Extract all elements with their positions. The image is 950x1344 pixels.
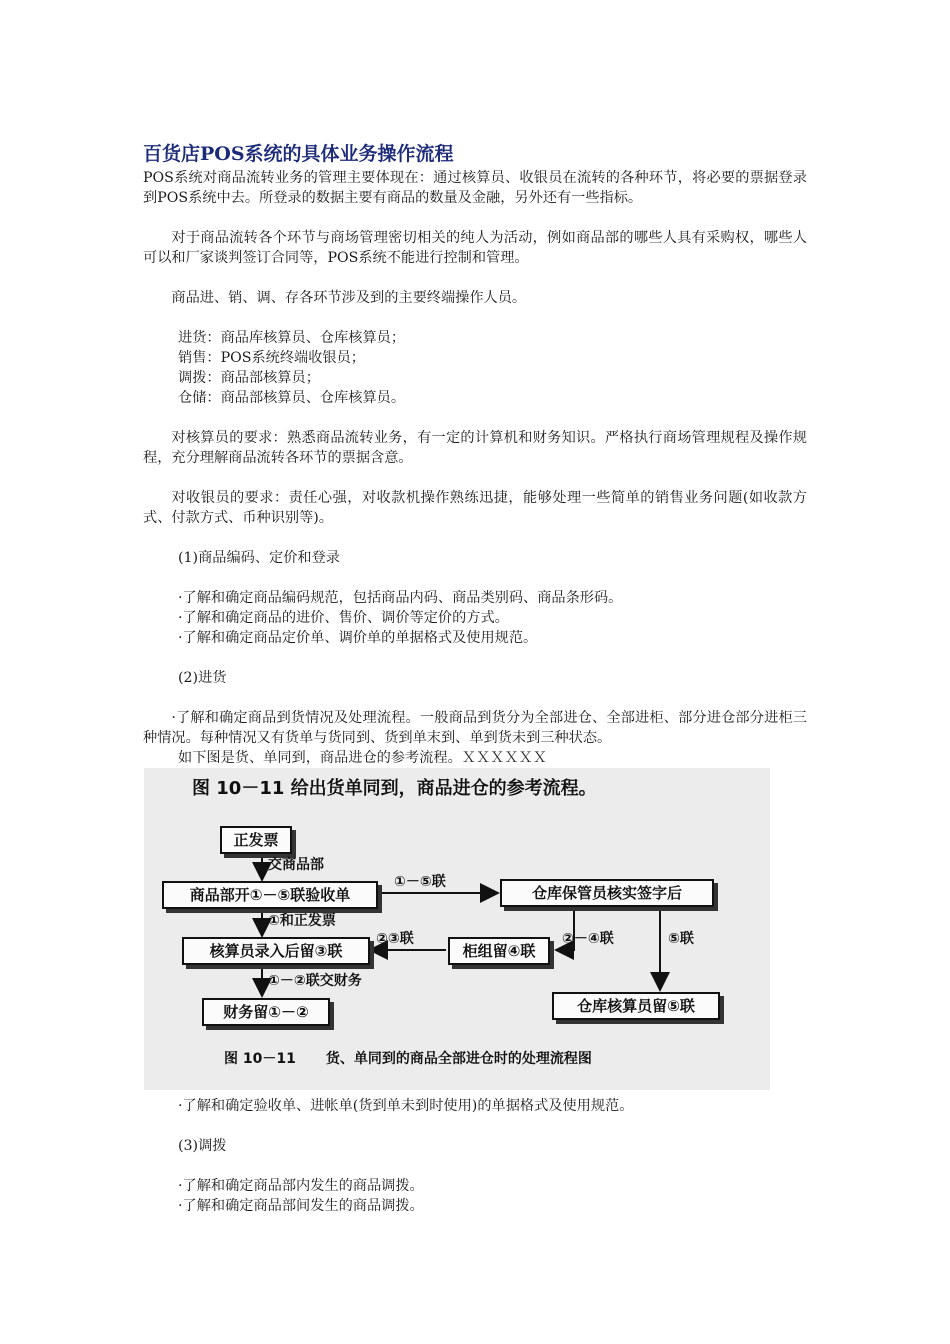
label-to-dept: 交商品部: [268, 857, 324, 873]
box-keeper: 仓库保管员核实签字后: [500, 879, 714, 907]
paragraph-3: 商品进、销、调、存各环节涉及到的主要终端操作人员。: [171, 290, 527, 306]
section-heading: (3)调拨: [178, 1138, 227, 1154]
box-dept-voucher: 商品部开①－⑤联验收单: [162, 881, 378, 909]
label-copies-1-2-finance: ①－②联交财务: [268, 973, 362, 989]
box-invoice: 正发票: [220, 826, 292, 854]
list-item: ·了解和确定商品部间发生的商品调拨。: [178, 1198, 424, 1214]
section-heading: (2)进货: [178, 670, 227, 686]
paragraph-2: 对于商品流转各个环节与商场管理密切相关的纯人为活动，例如商品部的哪些人具有采购权，哪些人可以和厂家谈判签订合同等，POS系统不能进行控制和管理。: [143, 230, 807, 266]
figure-caption: [224, 1048, 592, 1068]
section-heading: (1)商品编码、定价和登录: [178, 550, 340, 566]
label-copy-5: ⑤联: [668, 931, 694, 947]
role-item: 销售：POS系统终端收银员；: [178, 350, 365, 366]
figure-header: 图 10－11 给出货单同到，商品进仓的参考流程。: [192, 778, 597, 799]
box-accountant: 核算员录入后留③联: [182, 937, 370, 965]
label-copies-1-5: ①－⑤联: [394, 874, 446, 890]
role-item: 调拨：商品部核算员；: [178, 370, 320, 386]
figure-intro: 如下图是货、单同到，商品进仓的参考流程。ＸＸＸＸＸＸ: [178, 750, 547, 766]
document-title: 百货店POS系统的具体业务操作流程: [143, 143, 454, 165]
box-warehouse-accountant: 仓库核算员留⑤联: [552, 992, 720, 1020]
label-copies-2-4: ②－④联: [562, 931, 614, 947]
role-item: 仓储：商品部核算员、仓库核算员。: [178, 390, 406, 406]
label-copy-1-invoice: ①和正发票: [268, 913, 336, 929]
paragraph-accountant: 对核算员的要求：熟悉商品流转业务，有一定的计算机和财务知识。严格执行商场管理规程及操作规程，充分理解商品流转各环节的票据含意。: [143, 430, 807, 466]
list-item: ·了解和确定商品定价单、调价单的单据格式及使用规范。: [178, 630, 538, 646]
paragraph-cashier: 对收银员的要求：责任心强，对收款机操作熟练迅捷，能够处理一些简单的销售业务问题(如收款方式、付款方式、币种识别等)。: [143, 490, 807, 526]
list-item: ·了解和确定验收单、进帐单(货到单未到时使用)的单据格式及使用规范。: [178, 1098, 634, 1114]
box-finance: 财务留①－②: [202, 998, 330, 1026]
document-page: [143, 140, 807, 1216]
role-item: 进货：商品库核算员、仓库核算员；: [178, 330, 406, 346]
intro-paragraph: POS系统对商品流转业务的管理主要体现在：通过核算员、收银员在流转的各种环节，将必要的票据登录到POS系统中去。所登录的数据主要有商品的数量及金融，另外还有一些指标。: [143, 170, 807, 206]
flowchart-figure: [144, 768, 770, 1090]
list-item: ·了解和确定商品编码规范，包括商品内码、商品类别码、商品条形码。: [178, 590, 623, 606]
list-item: ·了解和确定商品的进价、售价、调价等定价的方式。: [178, 610, 509, 626]
label-copies-2-3: ②③联: [376, 931, 414, 947]
box-counter: 柜组留④联: [448, 937, 550, 965]
caption-text: 货、单同到的商品全部进仓时的处理流程图: [325, 1051, 592, 1067]
paragraph-receiving: ·了解和确定商品到货情况及处理流程。一般商品到货分为全部进仓、全部进柜、部分进仓部分进柜三种情况。每种情况又有货单与货同到、货到单末到、单到货未到三种状态。: [143, 710, 807, 746]
list-item: ·了解和确定商品部内发生的商品调拨。: [178, 1178, 424, 1194]
caption-number: 图 10－11: [224, 1051, 296, 1067]
